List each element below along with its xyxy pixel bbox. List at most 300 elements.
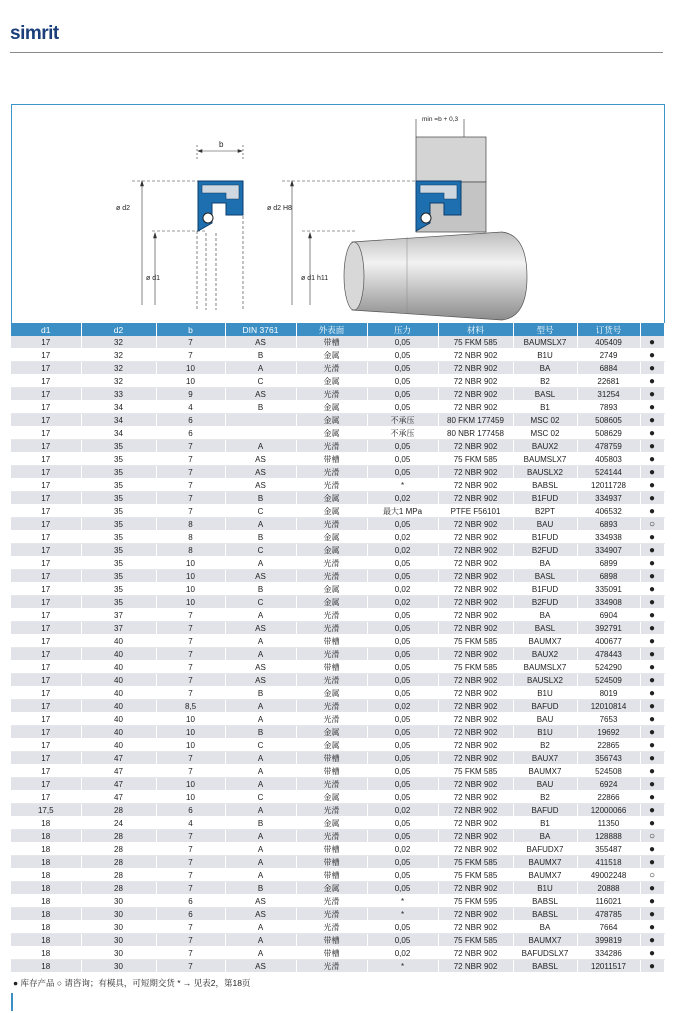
table-cell: B xyxy=(225,882,296,895)
table-cell: 光滑 xyxy=(296,648,367,661)
stock-status: ● xyxy=(640,739,664,752)
table-cell: A xyxy=(225,752,296,765)
table-cell: 0,05 xyxy=(367,791,438,804)
table-cell: 7 xyxy=(156,648,225,661)
table-cell: A xyxy=(225,713,296,726)
left-seal-profile xyxy=(198,181,243,231)
table-cell: 17 xyxy=(11,466,81,479)
drawing-svg xyxy=(12,105,664,325)
stock-status: ● xyxy=(640,570,664,583)
table-cell: 80 FKM 177459 xyxy=(438,414,513,427)
table-cell: 334908 xyxy=(577,596,640,609)
table-cell: 0,02 xyxy=(367,492,438,505)
table-cell: 0,05 xyxy=(367,830,438,843)
stock-status: ● xyxy=(640,934,664,947)
table-row xyxy=(11,856,664,869)
table-cell: 17 xyxy=(11,674,81,687)
table-cell: 7 xyxy=(156,635,225,648)
stock-status: ● xyxy=(640,609,664,622)
table-cell: 524290 xyxy=(577,661,640,674)
table-cell: C xyxy=(225,596,296,609)
table-cell: 10 xyxy=(156,596,225,609)
table-cell: 17 xyxy=(11,765,81,778)
table-cell: 金属 xyxy=(296,375,367,388)
table-cell: 光滑 xyxy=(296,466,367,479)
table-cell: * xyxy=(367,479,438,492)
table-cell: 光滑 xyxy=(296,674,367,687)
table-cell: 72 NBR 902 xyxy=(438,947,513,960)
table-cell: 光滑 xyxy=(296,921,367,934)
table-cell xyxy=(225,414,296,427)
label-min: min =b + 0,3 xyxy=(422,116,459,123)
table-cell: 0,05 xyxy=(367,557,438,570)
table-cell: A xyxy=(225,700,296,713)
table-cell: 8,5 xyxy=(156,700,225,713)
table-cell: 0,05 xyxy=(367,401,438,414)
table-cell: 0,05 xyxy=(367,635,438,648)
table-cell: 7 xyxy=(156,830,225,843)
table-cell: 35 xyxy=(81,479,156,492)
table-row xyxy=(11,765,664,778)
table-cell: 411518 xyxy=(577,856,640,869)
stock-status: ● xyxy=(640,791,664,804)
table-cell: 光滑 xyxy=(296,388,367,401)
table-cell: 8019 xyxy=(577,687,640,700)
table-cell: 35 xyxy=(81,557,156,570)
table-cell: 75 FKM 585 xyxy=(438,765,513,778)
stock-status: ● xyxy=(640,362,664,375)
table-cell: A xyxy=(225,843,296,856)
label-d1-left: ø d1 xyxy=(146,275,161,282)
table-cell: BAUX2 xyxy=(513,440,577,453)
table-cell: B1U xyxy=(513,726,577,739)
table-cell: 524144 xyxy=(577,466,640,479)
table-cell: 带槽 xyxy=(296,934,367,947)
table-cell: C xyxy=(225,791,296,804)
stock-status: ● xyxy=(640,713,664,726)
table-row xyxy=(11,726,664,739)
table-cell: 17 xyxy=(11,791,81,804)
table-cell: 17 xyxy=(11,713,81,726)
table-cell: AS xyxy=(225,960,296,973)
table-cell: * xyxy=(367,960,438,973)
table-cell: 32 xyxy=(81,362,156,375)
table-cell: 34 xyxy=(81,414,156,427)
table-cell: 金属 xyxy=(296,427,367,440)
table-cell: 0,02 xyxy=(367,947,438,960)
stock-status: ● xyxy=(640,544,664,557)
table-cell: 0,05 xyxy=(367,375,438,388)
table-row xyxy=(11,336,664,349)
table-cell: 金属 xyxy=(296,726,367,739)
table-cell: 光滑 xyxy=(296,713,367,726)
table-cell: 带槽 xyxy=(296,843,367,856)
table-cell: 0,05 xyxy=(367,466,438,479)
table-cell: B1U xyxy=(513,349,577,362)
table-cell: 17 xyxy=(11,375,81,388)
table-cell: BABSL xyxy=(513,895,577,908)
table-cell: BA xyxy=(513,362,577,375)
table-cell: AS xyxy=(225,388,296,401)
table-cell: 金属 xyxy=(296,492,367,505)
table-cell: 28 xyxy=(81,882,156,895)
table-cell: 72 NBR 902 xyxy=(438,479,513,492)
table-cell: 47 xyxy=(81,778,156,791)
table-cell: 17 xyxy=(11,362,81,375)
table-cell: 40 xyxy=(81,739,156,752)
table-cell: 7 xyxy=(156,882,225,895)
stock-status: ● xyxy=(640,466,664,479)
table-cell: 18 xyxy=(11,830,81,843)
table-row xyxy=(11,921,664,934)
table-cell: 75 FKM 585 xyxy=(438,934,513,947)
legend: ● 库存产品 ○ 请咨询；有模具，可短期交货 * → 见表2，第18页 xyxy=(13,978,251,988)
table-cell: 0,05 xyxy=(367,726,438,739)
table-cell: A xyxy=(225,518,296,531)
table-cell: 金属 xyxy=(296,414,367,427)
table-cell: 72 NBR 902 xyxy=(438,557,513,570)
stock-status: ● xyxy=(640,908,664,921)
table-row xyxy=(11,388,664,401)
table-cell: B xyxy=(225,726,296,739)
table-cell: 334907 xyxy=(577,544,640,557)
table-cell: 17 xyxy=(11,570,81,583)
stock-status: ● xyxy=(640,921,664,934)
table-cell: 金属 xyxy=(296,882,367,895)
table-cell: 9 xyxy=(156,388,225,401)
table-row xyxy=(11,830,664,843)
table-cell: 17 xyxy=(11,349,81,362)
table-cell: 金属 xyxy=(296,791,367,804)
table-cell: 47 xyxy=(81,791,156,804)
table-cell: 40 xyxy=(81,713,156,726)
table-cell: 72 NBR 902 xyxy=(438,674,513,687)
table-cell: 35 xyxy=(81,570,156,583)
table-cell: 光滑 xyxy=(296,479,367,492)
table-cell: 光滑 xyxy=(296,622,367,635)
table-cell: 4 xyxy=(156,817,225,830)
stock-status: ● xyxy=(640,726,664,739)
table-row xyxy=(11,583,664,596)
table-cell: AS xyxy=(225,453,296,466)
table-cell: 光滑 xyxy=(296,362,367,375)
table-cell: 0,02 xyxy=(367,583,438,596)
table-cell: 7 xyxy=(156,492,225,505)
table-cell: 6893 xyxy=(577,518,640,531)
table-cell: 30 xyxy=(81,921,156,934)
table-cell: 33 xyxy=(81,388,156,401)
table-cell: 75 FKM 585 xyxy=(438,869,513,882)
table-cell: 80 NBR 177458 xyxy=(438,427,513,440)
table-cell: 75 FKM 585 xyxy=(438,453,513,466)
table-row xyxy=(11,700,664,713)
table-row xyxy=(11,674,664,687)
table-cell: 47 xyxy=(81,752,156,765)
stock-status: ● xyxy=(640,765,664,778)
table-cell: 7 xyxy=(156,661,225,674)
table-cell: 2749 xyxy=(577,349,640,362)
table-cell: 0,05 xyxy=(367,921,438,934)
table-cell: 30 xyxy=(81,960,156,973)
stock-status: ● xyxy=(640,414,664,427)
table-cell: 75 FKM 585 xyxy=(438,661,513,674)
table-cell: 7 xyxy=(156,440,225,453)
table-cell: 光滑 xyxy=(296,700,367,713)
table-cell: 72 NBR 902 xyxy=(438,791,513,804)
table-cell: 508629 xyxy=(577,427,640,440)
stock-status: ● xyxy=(640,947,664,960)
table-row xyxy=(11,739,664,752)
table-row xyxy=(11,648,664,661)
table-cell: 10 xyxy=(156,557,225,570)
table-cell: C xyxy=(225,375,296,388)
table-cell: 7653 xyxy=(577,713,640,726)
table-row xyxy=(11,518,664,531)
table-row xyxy=(11,752,664,765)
table-cell: 光滑 xyxy=(296,804,367,817)
table-cell: 7 xyxy=(156,622,225,635)
table-cell: 0,05 xyxy=(367,336,438,349)
table-cell: B2 xyxy=(513,739,577,752)
table-cell: AS xyxy=(225,479,296,492)
table-cell: 0,05 xyxy=(367,713,438,726)
table-cell: A xyxy=(225,947,296,960)
table-cell: 带槽 xyxy=(296,869,367,882)
column-header: d1 xyxy=(11,323,81,336)
table-cell: 金属 xyxy=(296,596,367,609)
table-cell: 0,05 xyxy=(367,349,438,362)
table-cell: 6 xyxy=(156,895,225,908)
table-cell: BAUMX7 xyxy=(513,635,577,648)
table-cell: A xyxy=(225,635,296,648)
stock-status: ● xyxy=(640,960,664,973)
table-cell: 0,05 xyxy=(367,362,438,375)
table-cell: 7 xyxy=(156,960,225,973)
table-cell: 335091 xyxy=(577,583,640,596)
table-cell: BA xyxy=(513,557,577,570)
table-cell: 17 xyxy=(11,388,81,401)
table-cell: 17 xyxy=(11,700,81,713)
table-cell: BABSL xyxy=(513,908,577,921)
table-cell: BAUMX7 xyxy=(513,934,577,947)
table-cell: 带槽 xyxy=(296,336,367,349)
label-d2-right: ø d2 H8 xyxy=(267,205,292,212)
table-cell: 18 xyxy=(11,843,81,856)
table-cell: BAUMSLX7 xyxy=(513,661,577,674)
table-cell: AS xyxy=(225,908,296,921)
table-cell: 6 xyxy=(156,804,225,817)
table-cell: BAFUD xyxy=(513,804,577,817)
table-row xyxy=(11,531,664,544)
table-cell: 72 NBR 902 xyxy=(438,778,513,791)
table-cell: 28 xyxy=(81,869,156,882)
table-cell: 72 NBR 902 xyxy=(438,466,513,479)
table-cell: 0,02 xyxy=(367,700,438,713)
table-cell: 7 xyxy=(156,674,225,687)
table-cell xyxy=(225,427,296,440)
table-cell: B xyxy=(225,531,296,544)
table-cell: 334937 xyxy=(577,492,640,505)
table-cell: 75 FKM 585 xyxy=(438,856,513,869)
table-cell: 带槽 xyxy=(296,635,367,648)
header-divider xyxy=(10,52,663,53)
table-cell: 7 xyxy=(156,947,225,960)
table-cell: * xyxy=(367,908,438,921)
table-cell: 11350 xyxy=(577,817,640,830)
table-cell: 0,05 xyxy=(367,765,438,778)
table-cell: 17 xyxy=(11,544,81,557)
stock-status: ○ xyxy=(640,518,664,531)
table-cell: MSC 02 xyxy=(513,427,577,440)
table-cell: 72 NBR 902 xyxy=(438,843,513,856)
table-cell: 0,05 xyxy=(367,869,438,882)
table-cell: 72 NBR 902 xyxy=(438,700,513,713)
table-cell: 17 xyxy=(11,531,81,544)
table-cell: 75 FKM 585 xyxy=(438,635,513,648)
table-cell: 17 xyxy=(11,648,81,661)
table-cell: 72 NBR 902 xyxy=(438,583,513,596)
table-cell: 72 NBR 902 xyxy=(438,492,513,505)
stock-status: ● xyxy=(640,453,664,466)
page-edge-mark xyxy=(11,993,13,1011)
table-cell: 478785 xyxy=(577,908,640,921)
table-cell: 37 xyxy=(81,622,156,635)
table-cell: 金属 xyxy=(296,687,367,700)
table-cell: 7 xyxy=(156,453,225,466)
table-cell: 72 NBR 902 xyxy=(438,648,513,661)
table-cell: 17 xyxy=(11,453,81,466)
table-cell: 光滑 xyxy=(296,440,367,453)
table-cell: A xyxy=(225,921,296,934)
table-cell: AS xyxy=(225,570,296,583)
table-cell: B2 xyxy=(513,375,577,388)
table-cell: 光滑 xyxy=(296,570,367,583)
table-cell: 72 NBR 902 xyxy=(438,960,513,973)
table-row xyxy=(11,778,664,791)
table-cell: 72 NBR 902 xyxy=(438,596,513,609)
table-cell: 72 NBR 902 xyxy=(438,388,513,401)
stock-status: ● xyxy=(640,674,664,687)
table-cell: 35 xyxy=(81,505,156,518)
stock-status: ● xyxy=(640,596,664,609)
table-cell: 6924 xyxy=(577,778,640,791)
table-cell: AS xyxy=(225,336,296,349)
table-cell: 0,05 xyxy=(367,570,438,583)
table-cell: 72 NBR 902 xyxy=(438,609,513,622)
table-cell: 40 xyxy=(81,648,156,661)
table-cell: 0,05 xyxy=(367,817,438,830)
table-cell: 18 xyxy=(11,960,81,973)
table-cell: 光滑 xyxy=(296,830,367,843)
table-cell: 7 xyxy=(156,479,225,492)
technical-drawing xyxy=(11,104,665,326)
table-cell: A xyxy=(225,856,296,869)
stock-status: ● xyxy=(640,882,664,895)
table-row xyxy=(11,596,664,609)
column-header: 外表面 xyxy=(296,323,367,336)
table-cell: 355487 xyxy=(577,843,640,856)
table-cell: A xyxy=(225,934,296,947)
table-cell: 18 xyxy=(11,934,81,947)
table-cell: 35 xyxy=(81,583,156,596)
table-cell: 7 xyxy=(156,765,225,778)
table-cell: 35 xyxy=(81,518,156,531)
table-cell: 7 xyxy=(156,752,225,765)
table-cell: 17 xyxy=(11,752,81,765)
column-header: 材料 xyxy=(438,323,513,336)
table-cell: 7 xyxy=(156,869,225,882)
table-cell: BASL xyxy=(513,570,577,583)
table-cell: 金属 xyxy=(296,544,367,557)
table-cell: 17 xyxy=(11,440,81,453)
table-cell: B xyxy=(225,583,296,596)
table-cell: AS xyxy=(225,661,296,674)
table-cell: 7 xyxy=(156,349,225,362)
table-cell: B1FUD xyxy=(513,492,577,505)
table-cell: 18 xyxy=(11,882,81,895)
table-cell: 金属 xyxy=(296,401,367,414)
table-cell: 72 NBR 902 xyxy=(438,349,513,362)
column-header: d2 xyxy=(81,323,156,336)
table-cell: 72 NBR 902 xyxy=(438,739,513,752)
table-row xyxy=(11,960,664,973)
table-cell: 72 NBR 902 xyxy=(438,401,513,414)
table-cell: 7 xyxy=(156,687,225,700)
table-cell: 带槽 xyxy=(296,661,367,674)
table-cell: AS xyxy=(225,622,296,635)
table-cell: BAUMX7 xyxy=(513,856,577,869)
stock-status: ● xyxy=(640,843,664,856)
table-row xyxy=(11,843,664,856)
table-cell: 508605 xyxy=(577,414,640,427)
table-cell: BA xyxy=(513,921,577,934)
product-table xyxy=(11,323,665,973)
stock-status: ● xyxy=(640,440,664,453)
column-header: 压力 xyxy=(367,323,438,336)
stock-status: ● xyxy=(640,817,664,830)
table-cell: 金属 xyxy=(296,583,367,596)
table-cell: 35 xyxy=(81,453,156,466)
table-row xyxy=(11,908,664,921)
stock-status: ● xyxy=(640,557,664,570)
table-cell: 116021 xyxy=(577,895,640,908)
table-cell: AS xyxy=(225,895,296,908)
table-cell: 6 xyxy=(156,427,225,440)
table-row xyxy=(11,375,664,388)
table-row xyxy=(11,869,664,882)
table-cell: 不承压 xyxy=(367,414,438,427)
table-cell: 34 xyxy=(81,427,156,440)
table-cell: A xyxy=(225,362,296,375)
table-cell: 7 xyxy=(156,934,225,947)
table-cell: 10 xyxy=(156,739,225,752)
table-cell: 30 xyxy=(81,908,156,921)
table-cell: 72 NBR 902 xyxy=(438,726,513,739)
table-cell: BA xyxy=(513,609,577,622)
table-cell: 40 xyxy=(81,687,156,700)
table-cell: 17 xyxy=(11,336,81,349)
table-cell: 72 NBR 902 xyxy=(438,362,513,375)
table-cell: BAUX2 xyxy=(513,648,577,661)
table-cell: C xyxy=(225,544,296,557)
table-cell: 10 xyxy=(156,778,225,791)
table-cell: B2FUD xyxy=(513,544,577,557)
table-cell: 30 xyxy=(81,895,156,908)
table-row xyxy=(11,570,664,583)
stock-status: ● xyxy=(640,687,664,700)
table-cell: 22681 xyxy=(577,375,640,388)
table-cell: 10 xyxy=(156,791,225,804)
